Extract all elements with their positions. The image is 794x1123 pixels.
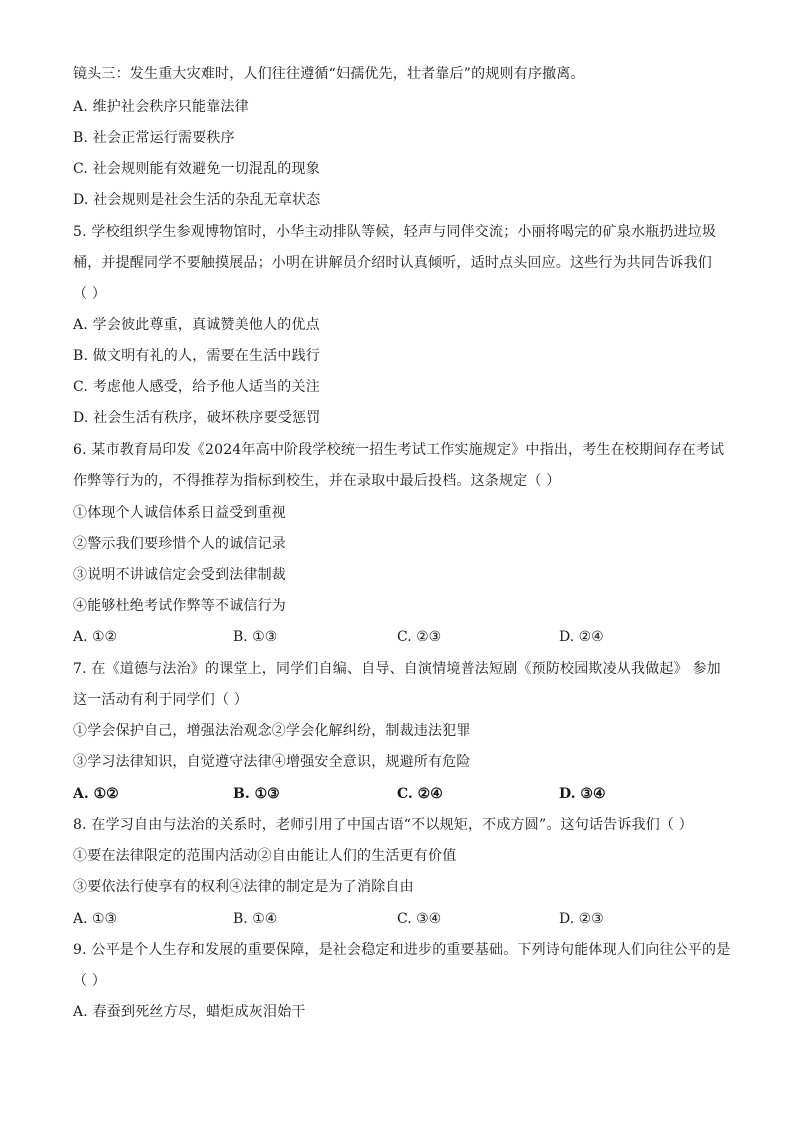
- q7-stem-line-2: 这一活动有利于同学们（ ）: [73, 692, 249, 708]
- q7-option-c: C. ②④: [397, 786, 443, 802]
- q5-option-a: A. 学会彼此尊重，真诚赞美他人的优点: [73, 317, 320, 333]
- q9-answer-blank: （ ）: [73, 973, 107, 989]
- q8-statements-3-4: ③要依法行使享有的权利④法律的制定是为了消除自由: [73, 879, 414, 895]
- q6-stem-line-1: 6. 某市教育局印发《2024年高中阶段学校统一招生考试工作实施规定》中指出，考生在校期间存在考试: [73, 442, 725, 458]
- q9-option-a: A. 春蚕到死丝方尽，蜡炬成灰泪始干: [73, 1004, 306, 1020]
- q8-statements-1-2: ①要在法律限定的范围内活动②自由能让人们的生活更有价值: [73, 848, 457, 864]
- q6-option-b: B. ①③: [233, 629, 278, 645]
- q7-stem-line-1: 7. 在《道德与法治》的课堂上，同学们自编、自导、自演情境普法短剧《预防校园欺凌从我做起》 参加: [73, 661, 721, 677]
- q8-option-c: C. ③④: [397, 911, 442, 927]
- q6-options-row: [73, 627, 733, 647]
- q5-option-d: D. 社会生活有秩序，破坏秩序要受惩罚: [73, 410, 321, 426]
- q8-options-row: [73, 909, 733, 929]
- q9-stem-line: 9. 公平是个人生存和发展的重要保障，是社会稳定和进步的重要基础。下列诗句能体现人们向往公平的是: [73, 942, 731, 958]
- q4-option-a: A. 维护社会秩序只能靠法律: [73, 99, 249, 115]
- q8-option-d: D. ②③: [559, 911, 604, 927]
- q7-option-a: A. ①②: [73, 786, 119, 802]
- q4-scenario-line: 镜头三：发生重大灾难时，人们往往遵循“妇孺优先，壮者靠后”的规则有序撤离。: [73, 66, 585, 82]
- q8-stem-line: 8. 在学习自由与法治的关系时，老师引用了中国古语“不以规矩，不成方圆”。这句话告诉我们（ ）: [73, 817, 693, 833]
- q7-statements-1-2: ①学会保护自己，增强法治观念②学会化解纠纷，制裁违法犯罪: [73, 723, 471, 739]
- q7-option-d: D. ③④: [559, 786, 606, 802]
- q4-option-c: C. 社会规则能有效避免一切混乱的现象: [73, 161, 320, 177]
- q8-option-b: B. ①④: [233, 911, 278, 927]
- q6-option-d: D. ②④: [559, 629, 604, 645]
- q6-statement-1: ①体现个人诚信体系日益受到重视: [73, 505, 286, 521]
- q7-options-row: [73, 784, 733, 804]
- q4-option-d: D. 社会规则是社会生活的杂乱无章状态: [73, 192, 321, 208]
- q6-statement-4: ④能够杜绝考试作弊等不诚信行为: [73, 598, 286, 614]
- q5-stem-line-1: 5. 学校组织学生参观博物馆时，小华主动排队等候，轻声与同伴交流；小丽将喝完的矿泉水瓶扔进垃圾: [73, 224, 717, 240]
- q6-statement-3: ③说明不讲诚信定会受到法律制裁: [73, 567, 286, 583]
- q6-statement-2: ②警示我们要珍惜个人的诚信记录: [73, 536, 286, 552]
- q5-option-b: B. 做文明有礼的人，需要在生活中践行: [73, 348, 320, 364]
- q7-option-b: B. ①③: [233, 786, 280, 802]
- q4-option-b: B. 社会正常运行需要秩序: [73, 130, 235, 146]
- q5-stem-line-2: 桶，并提醒同学不要触摸展品；小明在讲解员介绍时认真倾听，适时点头回应。这些行为共同告诉我们: [73, 255, 712, 271]
- q7-statements-3-4: ③学习法律知识，自觉遵守法律④增强安全意识，规避所有危险: [73, 754, 471, 770]
- q6-option-a: A. ①②: [73, 629, 118, 645]
- q6-option-c: C. ②③: [397, 629, 442, 645]
- q6-stem-line-2: 作弊等行为的，不得推荐为指标到校生，并在录取中最后投档。这条规定（ ）: [73, 473, 561, 489]
- q5-answer-blank: （ ）: [73, 286, 107, 302]
- q8-option-a: A. ①③: [73, 911, 118, 927]
- q5-option-c: C. 考虑他人感受，给予他人适当的关注: [73, 379, 320, 395]
